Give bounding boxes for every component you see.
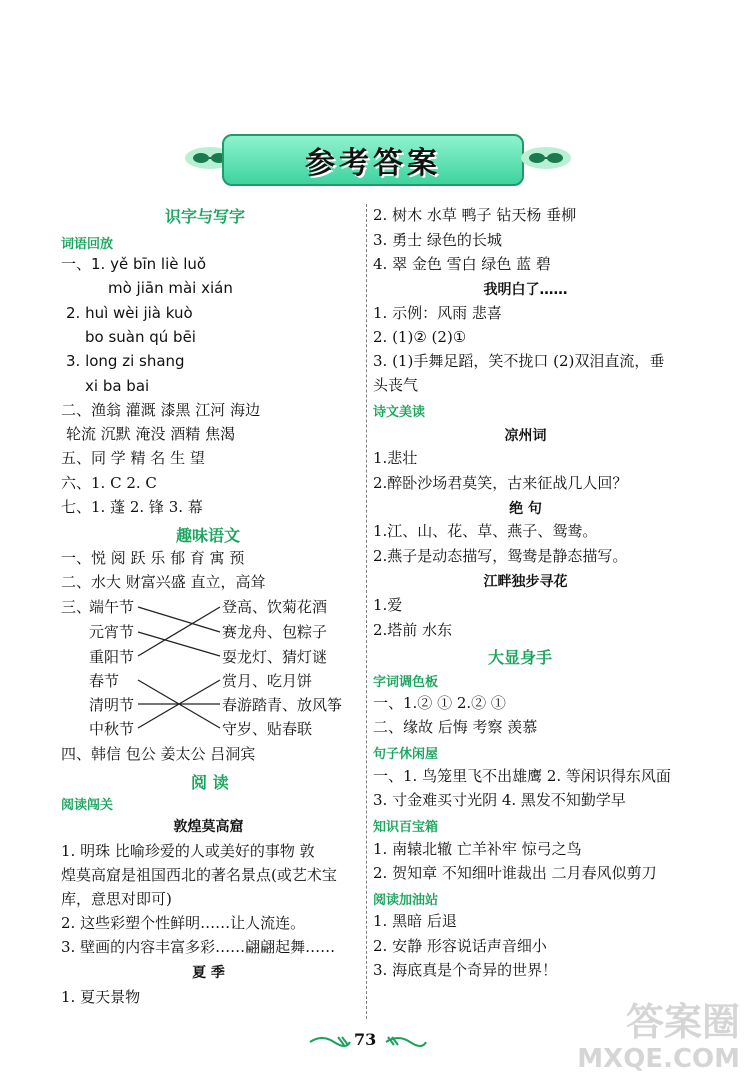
match-line: [138, 632, 220, 656]
subsection-yuedu: 阅读闯关: [61, 798, 114, 813]
custom-item: 耍龙灯、猜灯谜: [222, 648, 328, 666]
answer-line: 一、1.② ① 2.② ①: [373, 694, 506, 712]
custom-item: 赛龙舟、包粽子: [222, 623, 328, 641]
watermark-logo: 答案圈: [625, 1000, 740, 1044]
subsection-zici: 字词调色板: [373, 675, 439, 690]
poem-title: 绝 句: [509, 501, 542, 517]
poem-title: 凉州词: [504, 428, 547, 444]
festival-item: 中秋节: [89, 720, 135, 738]
answer-line: 煌莫高窟是祖国西北的著名景点(或艺术宝: [61, 866, 337, 884]
answer-line: 2.燕子是动态描写，鸳鸯是静态描写。: [373, 547, 628, 565]
answer-line: 轮流 沉默 淹没 酒精 焦渴: [66, 425, 236, 443]
answer-line: 一、1. yě bīn liè luǒ: [61, 255, 207, 273]
glasses-right-icon: [520, 146, 572, 170]
answer-line: 2. 树木 水草 鸭子 钻天杨 垂柳: [373, 206, 577, 224]
custom-item: 赏月、吃月饼: [222, 672, 313, 690]
festival-item: 重阳节: [89, 648, 135, 666]
passage-title: 我明白了……: [483, 282, 568, 298]
answer-line: 五、同 学 精 名 生 望: [61, 449, 205, 467]
poem-title: 江畔独步寻花: [483, 574, 568, 590]
footer-ornament-right-icon: [384, 1034, 428, 1048]
answer-line: 3. 寸金难买寸光阴 4. 黑发不知勤学早: [373, 791, 626, 809]
answer-line: 头丧气: [373, 376, 419, 394]
custom-item: 春游踏青、放风筝: [222, 696, 343, 714]
page-number: 73: [354, 1030, 377, 1049]
answer-line: 四、韩信 包公 姜太公 吕洞宾: [61, 745, 256, 763]
subsection-jiayou: 阅读加油站: [373, 893, 439, 908]
passage-title: 敦煌莫高窟: [173, 819, 244, 835]
custom-item: 登高、饮菊花酒: [222, 598, 328, 616]
answer-line: 3. 壁画的内容丰富多彩……翩翩起舞……: [61, 938, 336, 956]
answer-line: mò jiān mài xián: [108, 279, 233, 297]
custom-item: 守岁、贴春联: [222, 720, 313, 738]
answer-line: 一、1. 鸟笼里飞不出雄鹰 2. 等闲识得东风面: [373, 767, 671, 785]
answer-line: 库，意思对即可): [61, 890, 172, 908]
answer-line: 七、1. 蓬 2. 锋 3. 幕: [61, 498, 203, 516]
answer-line: 1. 黑暗 后退: [373, 912, 457, 930]
title-banner: [222, 134, 524, 186]
answer-line: 1. 示例：风雨 悲喜: [373, 304, 502, 322]
answer-line: 2.醉卧沙场君莫笑，古来征战几人回？: [373, 474, 628, 492]
festival-item: 春节: [89, 672, 120, 690]
festival-item: 端午节: [89, 598, 135, 616]
match-line: [138, 607, 220, 632]
answer-line: bo suàn qú bēi: [85, 328, 196, 346]
column-divider: [366, 204, 367, 1019]
section-heading-shizi: 识字与写字: [165, 207, 246, 226]
footer-ornament-left-icon: [308, 1034, 352, 1048]
section-heading-yuedu: 阅 读: [191, 773, 229, 792]
section-heading-quwei: 趣味语文: [176, 526, 241, 545]
page-title: 参考答案: [305, 146, 441, 181]
answer-line: 1.悲壮: [373, 449, 418, 467]
answer-line: 1. 明珠 比喻珍爱的人或美好的事物 敦: [61, 842, 315, 860]
answer-line: 二、渔翁 灌溉 漆黑 江河 海边: [61, 401, 261, 419]
section-heading-daxian: 大显身手: [488, 648, 553, 667]
answer-line: 1.江、山、花、草、燕子、鸳鸯。: [373, 522, 598, 540]
answer-line: 1. 南辕北辙 亡羊补牢 惊弓之鸟: [373, 840, 582, 858]
answer-line: 2. 安静 形容说话声音细小: [373, 937, 547, 955]
answer-line: 3. 海底真是个奇异的世界！: [373, 961, 558, 979]
answer-line: 2. 这些彩塑个性鲜明……让人流连。: [61, 914, 306, 932]
watermark: [540, 1000, 740, 1080]
answer-line: 1.爱: [373, 596, 403, 614]
answer-line: 2. (1)② (2)①: [373, 328, 467, 346]
answer-line: 4. 翠 金色 雪白 绿色 蓝 碧: [373, 255, 551, 273]
subsection-shiwen: 诗文美读: [373, 405, 426, 420]
match-prefix: 三、: [61, 598, 92, 616]
answer-line: 2. 贺知章 不知细叶谁裁出 二月春风似剪刀: [373, 864, 657, 882]
festival-item: 清明节: [89, 696, 135, 714]
answer-line: 3. long zi shang: [66, 352, 185, 370]
watermark-url: MXQE.COM: [577, 1044, 740, 1074]
answer-line: 一、悦 阅 跃 乐 郁 育 寓 预: [61, 549, 245, 567]
answer-line: 2.塔前 水东: [373, 621, 453, 639]
subsection-juzi: 句子休闲屋: [373, 747, 439, 762]
answer-line: 3. 勇士 绿色的长城: [373, 231, 502, 249]
subsection-ciyu: 词语回放: [61, 237, 114, 252]
answer-line: 二、水大 财富兴盛 直立，高耸: [61, 573, 266, 591]
matching-lines: [135, 596, 225, 741]
match-line: [138, 607, 220, 656]
answer-line: 二、缘故 后悔 考察 羡慕: [373, 718, 538, 736]
answer-line: xi ba bai: [85, 377, 150, 395]
answer-line: 1. 夏天景物: [61, 988, 141, 1006]
answer-line: 3. (1)手舞足蹈，笑不拢口 (2)双泪直流，垂: [373, 352, 665, 370]
answer-line: 六、1. C 2. C: [61, 474, 157, 492]
answer-line: 2. huì wèi jià kuò: [66, 304, 193, 322]
festival-item: 元宵节: [89, 623, 135, 641]
subsection-zhishi: 知识百宝箱: [373, 820, 439, 835]
passage-title: 夏 季: [192, 965, 225, 981]
